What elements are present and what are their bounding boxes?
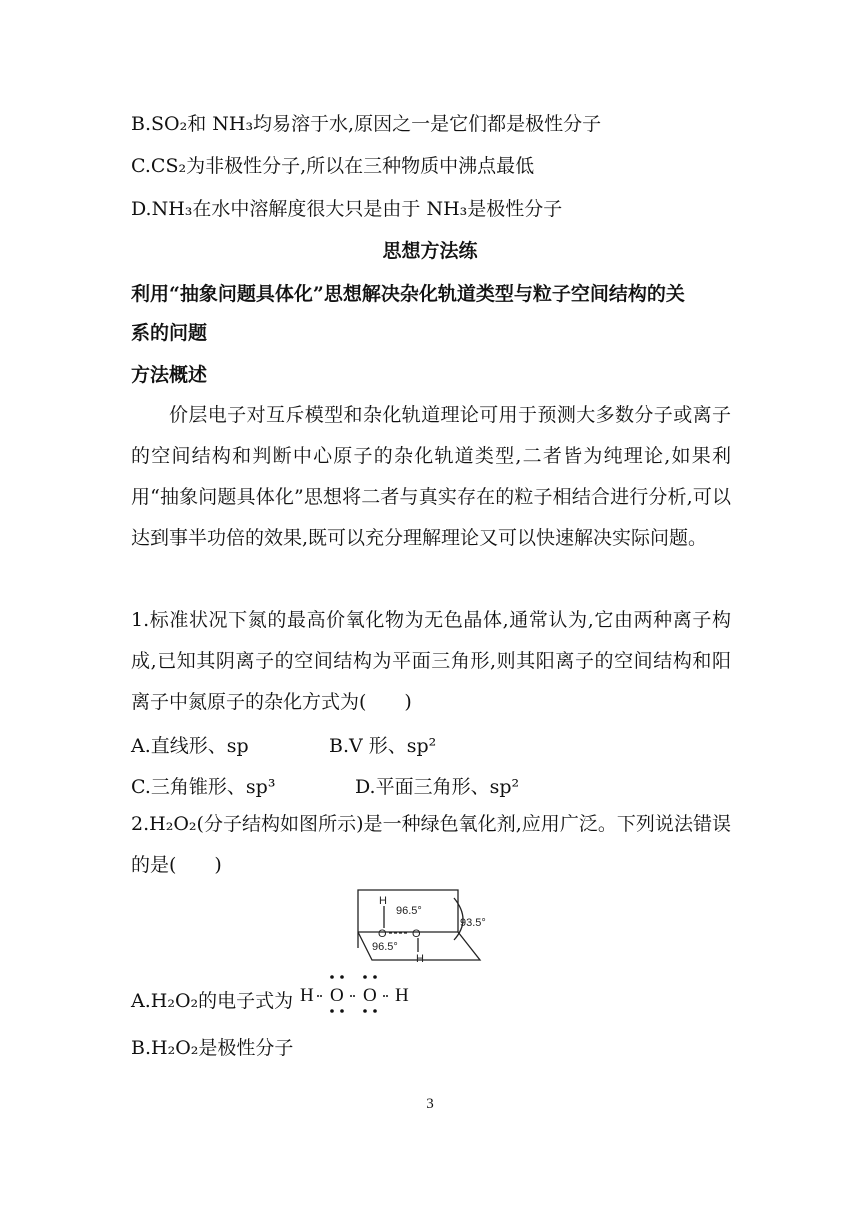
figure-o1: O xyxy=(378,928,387,940)
overview-paragraph: 价层电子对互斥模型和杂化轨道理论可用于预测大多数分子或离子的空间结构和判断中心原子的杂化轨道类型,二者皆为纯理论,如果利用“抽象问题具体化”思想将二者与真实存在的粒子相结合进行分析,可以达到事半功倍的效果,既可以充分理解理论又可以快速解决实际问题。 xyxy=(131,404,731,549)
overview-heading: 方法概述 xyxy=(131,364,208,386)
q1-option-d: D.平面三角形、sp² xyxy=(355,776,520,798)
section-title: 思想方法练 xyxy=(382,240,478,262)
q2-option-b: B.H₂O₂是极性分子 xyxy=(131,1037,294,1059)
figure-h-top: H xyxy=(379,895,387,907)
lewis-h1: H xyxy=(300,985,314,1006)
lewis-h2: H xyxy=(395,985,409,1006)
q2-option-a-prefix: A.H₂O₂的电子式为 xyxy=(131,990,294,1012)
h2o2-lewis-structure xyxy=(300,974,420,1014)
figure-o2: O xyxy=(412,928,421,940)
page-number: 3 xyxy=(426,1096,434,1112)
lewis-o2: O xyxy=(363,985,377,1006)
q1-option-b: B.V 形、sp² xyxy=(329,735,437,757)
q-prev-option-d: D.NH₃在水中溶解度很大只是由于 NH₃是极性分子 xyxy=(131,198,563,220)
q2-stem: 2.H₂O₂(分子结构如图所示)是一种绿色氧化剂,应用广泛。下列说法错误的是( ) xyxy=(131,813,731,876)
q1-option-a: A.直线形、sp xyxy=(131,735,249,757)
figure-h-bottom: H xyxy=(416,953,424,965)
figure-angle-dihedral: 93.5° xyxy=(460,917,486,929)
lewis-o1: O xyxy=(330,985,344,1006)
q-prev-option-c: C.CS₂为非极性分子,所以在三种物质中沸点最低 xyxy=(131,155,535,177)
q-prev-option-b: B.SO₂和 NH₃均易溶于水,原因之一是它们都是极性分子 xyxy=(131,113,602,135)
h2o2-structure-figure xyxy=(350,886,486,968)
q1-stem: 1.标准状况下氮的最高价氧化物为无色晶体,通常认为,它由两种离子构成,已知其阴离子的空间结构为平面三角形,则其阳离子的空间结构和阳离子中氮原子的杂化方式为( ) xyxy=(131,609,731,713)
figure-angle-top: 96.5° xyxy=(396,905,422,917)
section-subtitle-line1: 利用“抽象问题具体化”思想解决杂化轨道类型与粒子空间结构的关 xyxy=(131,283,685,305)
q1-option-c: C.三角锥形、sp³ xyxy=(131,776,276,798)
section-subtitle-line2: 系的问题 xyxy=(131,322,208,344)
figure-angle-bottom: 96.5° xyxy=(372,941,398,953)
